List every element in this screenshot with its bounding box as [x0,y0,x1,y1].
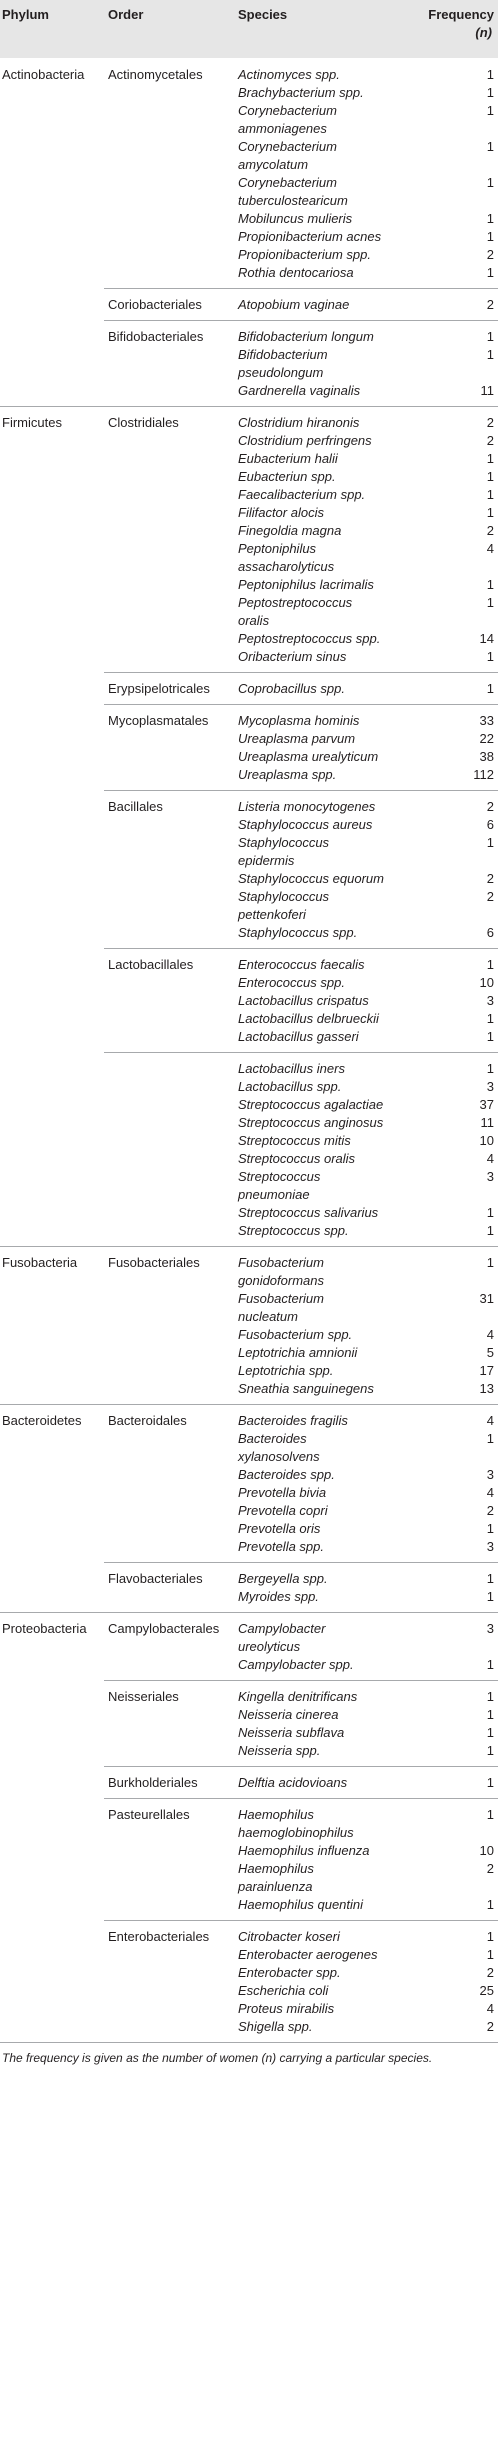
frequency-cell: 1 [486,1743,494,1758]
order-cell: Campylobacterales [108,1621,220,1636]
species-cell: Fusobacterium spp. [238,1327,353,1342]
species-cell: Staphylococcus [238,835,330,850]
frequency-cell: 2 [486,297,494,312]
species-cell: Corynebacterium [238,175,337,190]
frequency-cell: 6 [486,817,494,832]
frequency-cell: 1 [486,1589,494,1604]
species-cell: Streptococcus spp. [238,1223,349,1238]
species-cell: Propionibacterium spp. [238,247,371,262]
frequency-cell: 1 [486,451,494,466]
frequency-cell: 1 [486,1657,494,1672]
species-cell: amycolatum [238,157,309,172]
species-cell: Delftia acidovioans [238,1775,348,1790]
frequency-cell: 3 [486,1539,494,1554]
species-cell: Faecalibacterium spp. [238,487,366,502]
header-phylum: Phylum [2,7,49,22]
species-cell: haemoglobinophilus [238,1825,354,1840]
species-cell: Streptococcus mitis [238,1133,351,1148]
frequency-cell: 10 [479,1843,494,1858]
species-cell: Gardnerella vaginalis [238,383,361,398]
frequency-cell: 17 [479,1363,494,1378]
frequency-cell: 38 [479,749,494,764]
species-cell: Lactobacillus spp. [238,1079,342,1094]
phylum-cell: Firmicutes [2,415,62,430]
species-cell: Atopobium vaginae [238,297,350,312]
species-cell: ureolyticus [238,1639,301,1654]
frequency-cell: 11 [480,383,494,398]
species-cell: Shigella spp. [238,2019,313,2034]
species-cell: Peptoniphilus [238,541,317,556]
frequency-cell: 1 [486,1707,494,1722]
frequency-cell: 3 [486,1621,494,1636]
species-cell: Peptostreptococcus spp. [238,631,381,646]
order-cell: Erypsipelotricales [108,681,210,696]
frequency-cell: 10 [479,1133,494,1148]
species-cell: pseudolongum [238,365,324,380]
group-divider [0,1404,498,1405]
order-cell: Clostridiales [108,415,179,430]
frequency-cell: 3 [486,1169,494,1184]
species-cell: Campylobacter [238,1621,326,1636]
species-cell: oralis [238,613,270,628]
species-cell: Prevotella spp. [238,1539,324,1554]
species-cell: Corynebacterium [238,139,337,154]
frequency-cell: 22 [479,731,494,746]
frequency-cell: 1 [486,577,494,592]
species-cell: Lactobacillus crispatus [238,993,369,1008]
species-cell: Haemophilus quentini [238,1897,364,1912]
frequency-cell: 1 [486,347,494,362]
species-cell: Enterococcus spp. [238,975,345,990]
species-cell: Staphylococcus [238,889,330,904]
species-cell: Brachybacterium spp. [238,85,364,100]
frequency-cell: 1 [486,1571,494,1586]
table-footnote: The frequency is given as the number of women (n) carrying a particular species. [2,2051,433,2065]
group-divider [104,288,498,289]
order-cell: Enterobacteriales [108,1929,210,1944]
species-cell: Actinomyces spp. [238,67,340,82]
species-cell: Bacteroides spp. [238,1467,335,1482]
species-cell: Bergeyella spp. [238,1571,328,1586]
species-cell: Corynebacterium [238,103,337,118]
species-cell: Streptococcus salivarius [238,1205,379,1220]
species-cell: Lactobacillus delbrueckii [238,1011,379,1026]
species-cell: xylanosolvens [238,1449,320,1464]
frequency-cell: 1 [486,595,494,610]
species-cell: Escherichia coli [238,1983,329,1998]
frequency-cell: 2 [486,2019,494,2034]
frequency-cell: 1 [486,1775,494,1790]
table-bottom-rule [0,2042,498,2043]
frequency-cell: 2 [486,1965,494,1980]
frequency-cell: 1 [486,1061,494,1076]
frequency-cell: 2 [486,889,494,904]
species-cell: Streptococcus agalactiae [238,1097,384,1112]
species-cell: Kingella denitrificans [238,1689,358,1704]
order-cell: Burkholderiales [108,1775,198,1790]
species-cell: Enterococcus faecalis [238,957,365,972]
frequency-cell: 1 [486,469,494,484]
group-divider [0,1612,498,1613]
group-divider [0,406,498,407]
frequency-cell: 14 [479,631,494,646]
frequency-cell: 1 [486,67,494,82]
species-cell: Rothia dentocariosa [238,265,354,280]
frequency-cell: 1 [486,1807,494,1822]
frequency-cell: 1 [486,265,494,280]
species-cell: Fusobacterium [238,1255,324,1270]
species-cell: Bacteroides fragilis [238,1413,348,1428]
species-cell: pettenkoferi [238,907,306,922]
species-cell: Enterobacter spp. [238,1965,341,1980]
group-divider [104,1562,498,1563]
frequency-cell: 1 [486,1011,494,1026]
species-cell: Peptostreptococcus [238,595,353,610]
species-cell: Prevotella copri [238,1503,328,1518]
species-cell: Oribacterium sinus [238,649,347,664]
species-cell: Clostridium hiranonis [238,415,360,430]
species-cell: Streptococcus anginosus [238,1115,384,1130]
phylum-cell: Fusobacteria [2,1255,78,1270]
frequency-cell: 1 [486,1029,494,1044]
frequency-cell: 112 [473,767,494,782]
order-cell: Bacteroidales [108,1413,187,1428]
frequency-cell: 1 [486,1431,494,1446]
header-species: Species [238,7,288,22]
species-cell: Sneathia sanguinegens [238,1381,374,1396]
group-divider [104,790,498,791]
species-cell: Eubacterium halii [238,451,338,466]
species-cell: Neisseria cinerea [238,1707,339,1722]
species-cell: Clostridium perfringens [238,433,372,448]
frequency-cell: 25 [479,1983,494,1998]
frequency-cell: 33 [479,713,494,728]
table-header [0,0,498,58]
species-cell: Ureaplasma spp. [238,767,337,782]
frequency-cell: 1 [486,1205,494,1220]
frequency-cell: 3 [486,1467,494,1482]
order-cell: Lactobacillales [108,957,194,972]
header-frequency-unit: (n) [475,25,492,40]
frequency-cell: 11 [480,1115,494,1130]
frequency-cell: 3 [486,993,494,1008]
group-divider [104,1920,498,1921]
frequency-cell: 2 [486,799,494,814]
species-cell: Leptotrichia amnionii [238,1345,358,1360]
frequency-cell: 37 [479,1097,494,1112]
frequency-cell: 1 [486,957,494,972]
species-cell: Staphylococcus spp. [238,925,358,940]
frequency-cell: 1 [486,1897,494,1912]
frequency-cell: 2 [486,433,494,448]
order-cell: Flavobacteriales [108,1571,203,1586]
species-cell: Staphylococcus equorum [238,871,384,886]
frequency-cell: 1 [486,835,494,850]
frequency-cell: 10 [479,975,494,990]
frequency-cell: 1 [486,1947,494,1962]
frequency-cell: 31 [479,1291,494,1306]
species-cell: Prevotella oris [238,1521,321,1536]
frequency-cell: 5 [486,1345,494,1360]
species-cell: assacharolyticus [238,559,335,574]
species-cell: Mycoplasma hominis [238,713,360,728]
species-cell: epidermis [238,853,295,868]
species-cell: Leptotrichia spp. [238,1363,334,1378]
species-cell: Eubacteriun spp. [238,469,336,484]
frequency-cell: 13 [479,1381,494,1396]
frequency-cell: 4 [486,1151,494,1166]
frequency-cell: 1 [486,1689,494,1704]
species-cell: Haemophilus [238,1861,314,1876]
species-cell: Bifidobacterium [238,347,328,362]
species-cell: Streptococcus oralis [238,1151,356,1166]
header-frequency: Frequency [428,7,494,22]
group-divider [104,1798,498,1799]
species-cell: Myroides spp. [238,1589,319,1604]
frequency-cell: 2 [486,247,494,262]
species-cell: Lactobacillus gasseri [238,1029,359,1044]
frequency-cell: 1 [486,1223,494,1238]
group-divider [104,1680,498,1681]
frequency-cell: 1 [486,229,494,244]
species-cell: Enterobacter aerogenes [238,1947,378,1962]
order-cell: Mycoplasmatales [108,713,209,728]
frequency-cell: 1 [486,103,494,118]
order-cell: Neisseriales [108,1689,179,1704]
frequency-cell: 4 [486,2001,494,2016]
order-cell: Coriobacteriales [108,297,202,312]
frequency-cell: 1 [486,1255,494,1270]
frequency-cell: 1 [486,175,494,190]
phylum-cell: Proteobacteria [2,1621,87,1636]
group-divider [0,1246,498,1247]
frequency-cell: 1 [486,139,494,154]
species-cell: Coprobacillus spp. [238,681,345,696]
species-cell: Propionibacterium acnes [238,229,382,244]
frequency-cell: 2 [486,523,494,538]
species-cell: Streptococcus [238,1169,321,1184]
frequency-cell: 1 [486,505,494,520]
order-cell: Pasteurellales [108,1807,190,1822]
frequency-cell: 4 [486,1413,494,1428]
group-divider [104,1052,498,1053]
frequency-cell: 2 [486,415,494,430]
species-cell: Peptoniphilus lacrimalis [238,577,374,592]
species-cell: parainluenza [238,1879,313,1894]
species-cell: Listeria monocytogenes [238,799,376,814]
frequency-cell: 1 [486,85,494,100]
group-divider [104,948,498,949]
species-cell: pneumoniae [238,1187,310,1202]
frequency-cell: 1 [486,329,494,344]
species-cell: Fusobacterium [238,1291,324,1306]
species-cell: Proteus mirabilis [238,2001,335,2016]
species-cell: Haemophilus influenza [238,1843,370,1858]
frequency-cell: 4 [486,1485,494,1500]
species-cell: Neisseria subflava [238,1725,345,1740]
species-cell: Ureaplasma parvum [238,731,356,746]
species-cell: Ureaplasma urealyticum [238,749,379,764]
species-cell: Bacteroides [238,1431,307,1446]
frequency-cell: 4 [486,541,494,556]
group-divider [104,704,498,705]
group-divider [104,1766,498,1767]
frequency-cell: 1 [486,681,494,696]
species-cell: Bifidobacterium longum [238,329,374,344]
species-cell: Lactobacillus iners [238,1061,345,1076]
order-cell: Bacillales [108,799,163,814]
species-cell: Finegoldia magna [238,523,342,538]
species-cell: tuberculostearicum [238,193,348,208]
species-cell: Staphylococcus aureus [238,817,373,832]
group-divider [104,320,498,321]
species-cell: Neisseria spp. [238,1743,321,1758]
frequency-cell: 3 [486,1079,494,1094]
header-order: Order [108,7,144,22]
species-cell: Prevotella bivia [238,1485,327,1500]
order-cell: Actinomycetales [108,67,203,82]
species-cell: Filifactor alocis [238,505,324,520]
species-cell: ammoniagenes [238,121,327,136]
order-cell: Fusobacteriales [108,1255,200,1270]
frequency-cell: 6 [486,925,494,940]
frequency-cell: 2 [486,1861,494,1876]
species-cell: nucleatum [238,1309,298,1324]
species-cell: Citrobacter koseri [238,1929,340,1944]
frequency-cell: 1 [486,649,494,664]
species-cell: Campylobacter spp. [238,1657,354,1672]
order-cell: Bifidobacteriales [108,329,204,344]
phylum-cell: Actinobacteria [2,67,85,82]
group-divider [104,672,498,673]
frequency-cell: 1 [486,1521,494,1536]
frequency-cell: 1 [486,1725,494,1740]
frequency-cell: 1 [486,487,494,502]
phylum-cell: Bacteroidetes [2,1413,82,1428]
species-cell: Mobiluncus mulieris [238,211,353,226]
frequency-cell: 4 [486,1327,494,1342]
species-cell: Haemophilus [238,1807,314,1822]
frequency-cell: 1 [486,1929,494,1944]
frequency-cell: 2 [486,1503,494,1518]
species-cell: gonidoformans [238,1273,324,1288]
frequency-cell: 2 [486,871,494,886]
frequency-cell: 1 [486,211,494,226]
